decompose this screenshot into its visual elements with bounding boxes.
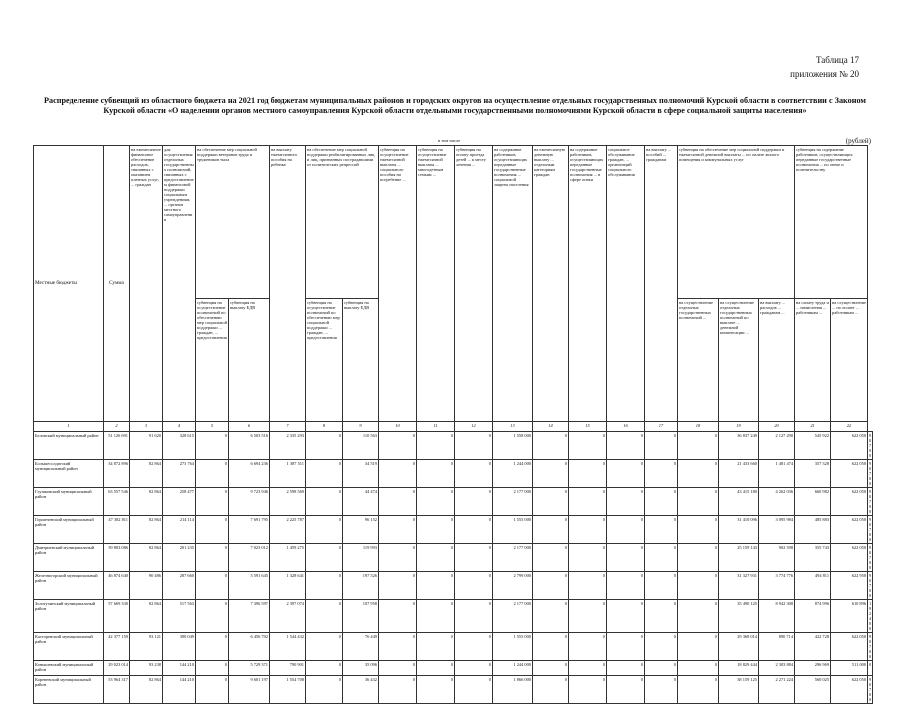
cell-value: 328 615 (163, 432, 196, 460)
cell-value: 790 901 (270, 661, 306, 676)
cell-value: 144 210 (163, 661, 196, 676)
row-name: Глушковский муниципальный район (34, 488, 104, 516)
table-row (34, 676, 873, 704)
cell-value: 36 837 249 (719, 432, 759, 460)
cell-value: 9 723 946 (229, 488, 270, 516)
cell-value: 63 557 546 (104, 488, 130, 516)
cell-value: 90 700 (869, 634, 872, 659)
column-number: 12 (455, 422, 493, 432)
cell-value: 2 177 000 (493, 600, 533, 633)
document-title: Распределение субвенций из областного бюджета на 2021 год бюджетам муниципальных районов и городских округов на осуществление отдельных государственных полномочий Курской области в соответствии с Законом Курской области «О наделении органов местного самоуправления Курской области отдельными государственными полномочиями Курской области в сфере социальной защиты населения» (44, 96, 866, 115)
cell-value: 7 023 012 (229, 544, 270, 572)
cell-value: 0 (607, 572, 645, 600)
cell-value: 1 459 275 (270, 544, 306, 572)
cell-value: 7 396 597 (229, 600, 270, 633)
col-header-6: субвенция на выплату ЕДВ (229, 299, 270, 422)
cell-value: 6 503 516 (229, 432, 270, 460)
cell-value: 622 050 (831, 544, 868, 572)
col-header-4: для осуществления отдельных государственных полномочий, связанных с предоставлением финансовой поддержки социальным учреждениям, ... органов местного самоуправления (163, 146, 196, 422)
column-number: 22 (831, 422, 868, 432)
cell-value: 46 874 640 (104, 572, 130, 600)
cell-value: 0 (645, 676, 678, 704)
cell-value: 0 (306, 661, 343, 676)
cell-value: 0 (607, 676, 645, 704)
cell-value: 82 864 (130, 488, 163, 516)
column-number: 15 (569, 422, 607, 432)
cell-value: 0 (678, 633, 719, 661)
cell-value: 96 152 (343, 516, 379, 544)
cell-value: 0 (678, 516, 719, 544)
subsidy-table (33, 145, 873, 704)
cell-value: 0 (379, 572, 417, 600)
col-header-8-9: на обеспечение мер социальной поддержки реабилитированных лиц и лиц, признанных пострадавшими от политических репрессий (306, 146, 379, 299)
units-label: (рублей) (845, 137, 871, 145)
header-row-main (34, 146, 873, 299)
cell-value: 31 327 931 (719, 572, 759, 600)
col-header-5-6: на обеспечение мер социальной поддержки ветеранов труда и тружеников тыла (196, 146, 270, 299)
cell-value: 0 (196, 488, 229, 516)
cell-value: 0 (417, 600, 455, 633)
cell-value: 1 555 000 (493, 516, 533, 544)
col-header-8: субвенция на осуществление полномочий по обеспечению мер социальной поддержки ... граждан, ... предоставления (306, 299, 343, 422)
cell-value: 0 (455, 572, 493, 600)
cell-value: 0 (417, 633, 455, 661)
col-header-9: субвенция на выплату ЕДВ (343, 299, 379, 422)
cell-value: 0 (569, 661, 607, 676)
cell-value: 2 303 884 (759, 661, 795, 676)
table-row (34, 432, 873, 460)
row-name: Дмитриевский муниципальный район (34, 544, 104, 572)
cell-value: 622 050 (831, 432, 868, 460)
cell-value: 90 700 (869, 461, 872, 486)
cell-value: 355 743 (795, 544, 831, 572)
cell-value: 0 (306, 544, 343, 572)
cell-value: 287 660 (163, 572, 196, 600)
cell-value: 6 694 236 (229, 460, 270, 488)
cell-value: 0 (533, 432, 569, 460)
cell-value: 273 764 (163, 460, 196, 488)
column-number: 10 (379, 422, 417, 432)
cell-value: 390 049 (163, 633, 196, 661)
column-number: 8 (306, 422, 343, 432)
cell-value: 90 700 (869, 433, 872, 458)
cell-value: 5 591 645 (229, 572, 270, 600)
cell-value: 3 095 984 (759, 516, 795, 544)
column-number: 7 (270, 422, 306, 432)
table-label: Таблица 17 (816, 55, 859, 65)
cell-value: 36 432 (343, 676, 379, 704)
cell-value: 25 159 143 (719, 544, 759, 572)
cell-value: 0 (196, 544, 229, 572)
cell-value: 0 (569, 600, 607, 633)
cell-value: 0 (455, 516, 493, 544)
cell-value: 0 (645, 544, 678, 572)
col-header-3: на ежемесячное финансовое обеспечение расходов, связанных с оказанием платных услуг, ... граждан (130, 146, 163, 422)
col-header-7: на выплату ежемесячного пособия на ребенка (270, 146, 306, 422)
cell-value: 0 (678, 544, 719, 572)
cell-value: 0 (645, 460, 678, 488)
col-header-22: на осуществление ... по оплате ... работникам ... (831, 299, 868, 422)
cell-value: 296 969 (795, 661, 831, 676)
cell-value: 0 (533, 633, 569, 661)
cell-value: 0 (569, 572, 607, 600)
cell-value: 0 (306, 633, 343, 661)
cell-value: 0 (569, 676, 607, 704)
cell-value: 0 (455, 661, 493, 676)
cell-value: 0 (607, 432, 645, 460)
cell-value: 90 700 (869, 573, 872, 598)
col-header-21-22: субвенция на содержание работников, осуществляющих переданные государственные полномочия ... по опеке и попечительству (795, 146, 868, 299)
cell-value: 42 377 159 (104, 633, 130, 661)
cell-value: 890 714 (759, 633, 795, 661)
cell-value: 90 700 (869, 545, 872, 570)
cell-value: 874 996 (795, 600, 831, 633)
cell-value: 0 (306, 432, 343, 460)
col-header-sum: Сумма (104, 146, 130, 422)
cell-value: 0 (417, 661, 455, 676)
cell-value: 0 (196, 572, 229, 600)
cell-value: 1 244 000 (493, 460, 533, 488)
cell-value: 0 (379, 432, 417, 460)
cell-value: 82 864 (130, 544, 163, 572)
cell-value: 0 (678, 572, 719, 600)
cell-value: 0 (607, 516, 645, 544)
cell-value: 622 050 (831, 633, 868, 661)
cell-value: 8 942 308 (759, 600, 795, 633)
row-name: Конышевский муниципальный район (34, 661, 104, 676)
cell-value: 3 774 776 (759, 572, 795, 600)
cell-value: 0 (645, 600, 678, 633)
row-name: Касторенский муниципальный район (34, 633, 104, 661)
col-header-10: субвенция на осуществление ежемесячной выплаты ... социального пособия на погребение ... (379, 146, 417, 422)
cell-value: 2 335 293 (270, 432, 306, 460)
cell-value: 90 700 (869, 489, 872, 514)
cell-value: 2 397 074 (270, 600, 306, 633)
cell-value: 0 (379, 661, 417, 676)
cell-value: 0 (645, 432, 678, 460)
cell-value: 622 050 (831, 488, 868, 516)
cell-value: 0 (196, 600, 229, 633)
cell-value: 0 (607, 661, 645, 676)
cell-value: 82 864 (130, 516, 163, 544)
cell-value: 0 (569, 488, 607, 516)
cell-value: 622 950 (831, 572, 868, 600)
cell-value: 0 (306, 572, 343, 600)
cell-value: 2 177 000 (493, 544, 533, 572)
column-number: 20 (759, 422, 795, 432)
cell-value: 31 410 096 (719, 516, 759, 544)
table-row (34, 544, 873, 572)
cell-value: 192 400 (869, 601, 872, 631)
column-number: 3 (130, 422, 163, 432)
cell-value: 0 (379, 676, 417, 704)
cell-value: 4 262 036 (759, 488, 795, 516)
cell-value: 0 (306, 488, 343, 516)
cell-value: 90 486 (130, 572, 163, 600)
cell-value: 93 121 (130, 633, 163, 661)
cell-value: 0 (455, 432, 493, 460)
col-header-20: на выплату ... расходов ... гражданам ... (759, 299, 795, 422)
cell-value: 2 598 569 (270, 488, 306, 516)
cell-value: 0 (645, 572, 678, 600)
including-label: в том числе (438, 138, 461, 143)
cell-value: 0 (417, 488, 455, 516)
cell-value: 0 (645, 488, 678, 516)
cell-value: 0 (569, 544, 607, 572)
cell-value: 0 (417, 676, 455, 704)
cell-value: 0 (417, 572, 455, 600)
cell-value: 0 (533, 600, 569, 633)
column-number: 2 (104, 422, 130, 432)
cell-value: 38 159 125 (719, 676, 759, 704)
appendix-label: приложения № 20 (790, 69, 859, 79)
cell-value: 511 000 (831, 661, 868, 676)
cell-value: 0 (196, 432, 229, 460)
cell-value: 1 328 641 (270, 572, 306, 600)
cell-value: 0 (455, 633, 493, 661)
cell-value: 21 433 660 (719, 460, 759, 488)
row-name: Кореневский муниципальный район (34, 676, 104, 704)
cell-value: 0 (196, 460, 229, 488)
cell-value: 0 (569, 516, 607, 544)
cell-value: 119 993 (343, 544, 379, 572)
cell-value: 622 050 (831, 516, 868, 544)
column-number-row (34, 422, 873, 432)
cell-value: 0 (196, 516, 229, 544)
cell-value: 357 328 (795, 460, 831, 488)
col-header-15: на содержание работников, осуществляющих переданные государственные полномочия ... в сфере опеки (569, 146, 607, 422)
column-number: 9 (343, 422, 379, 432)
cell-value: 53 964 317 (104, 676, 130, 704)
cell-value: 0 (678, 432, 719, 460)
cell-value: 622 050 (831, 460, 868, 488)
column-number: 4 (163, 422, 196, 432)
col-header-21: на оплату труда и ... начисления ... работникам ... (795, 299, 831, 422)
cell-value: 1 387 511 (270, 460, 306, 488)
cell-value: 29 368 014 (719, 633, 759, 661)
cell-value: 35 096 (343, 661, 379, 676)
column-number: 1 (34, 422, 104, 432)
column-number: 19 (719, 422, 759, 432)
cell-value: 29 023 014 (104, 661, 130, 676)
cell-value: 2 271 224 (759, 676, 795, 704)
col-header-13: на содержание работников, осуществляющих переданные государственные полномочия ... социальной защиты населения (493, 146, 533, 422)
cell-value: 34 872 896 (104, 460, 130, 488)
cell-value: 110 563 (343, 432, 379, 460)
cell-value: 82 864 (130, 600, 163, 633)
cell-value: 18 829 444 (719, 661, 759, 676)
cell-value: 107 958 (343, 600, 379, 633)
cell-value: 0 (678, 488, 719, 516)
col-header-name: Местные бюджеты (34, 146, 104, 422)
cell-value: 0 (196, 661, 229, 676)
cell-value: 0 (678, 600, 719, 633)
cell-value: 0 (533, 676, 569, 704)
cell-value: 0 (455, 460, 493, 488)
col-header-17: на выплату ... пособий ... гражданам (645, 146, 678, 422)
cell-value: 0 (569, 460, 607, 488)
cell-value: 197 526 (343, 572, 379, 600)
col-header-18-20: субвенция на обеспечение мер социальной поддержки и ежемесячной денежной выплаты ... по оплате жилого помещения и коммунальных услуг (678, 146, 795, 299)
cell-value: 1 481 474 (759, 460, 795, 488)
row-name: Золотухинский муниципальный район (34, 600, 104, 633)
cell-value: 0 (379, 460, 417, 488)
table-row (34, 572, 873, 600)
cell-value: 0 (306, 600, 343, 633)
cell-value: 201 235 (163, 544, 196, 572)
cell-value: 0 (533, 488, 569, 516)
cell-value: 44 474 (343, 488, 379, 516)
cell-value: 0 (533, 460, 569, 488)
column-number: 16 (607, 422, 645, 432)
cell-value: 0 (306, 460, 343, 488)
cell-value: 2 177 000 (493, 488, 533, 516)
cell-value: 43 415 180 (719, 488, 759, 516)
cell-value: 0 (379, 516, 417, 544)
cell-value: 610 896 (831, 600, 868, 633)
cell-value: 0 (417, 460, 455, 488)
col-header-5: субвенция на осуществление полномочий по обеспечению мер социальной поддержки ... граждан, ... предоставления (196, 299, 229, 422)
cell-value: 214 114 (163, 516, 196, 544)
cell-value: 82 864 (130, 460, 163, 488)
cell-value: 90 700 (869, 517, 872, 542)
column-number: 17 (645, 422, 678, 432)
cell-value: 0 (455, 544, 493, 572)
cell-value: 5 729 371 (229, 661, 270, 676)
cell-value: 1 866 000 (493, 676, 533, 704)
cell-value: 0 (533, 572, 569, 600)
table-row (34, 661, 873, 676)
cell-value: 1 544 432 (270, 633, 306, 661)
row-name: Железногорский муниципальный район (34, 572, 104, 600)
cell-value: 258 477 (163, 488, 196, 516)
cell-value: 422 728 (795, 633, 831, 661)
cell-value: 34 519 (343, 460, 379, 488)
cell-value: 1 558 000 (493, 432, 533, 460)
cell-value: 0 (196, 633, 229, 661)
cell-value: 0 (569, 432, 607, 460)
cell-value: 1 555 000 (493, 633, 533, 661)
cell-value: 0 (607, 488, 645, 516)
cell-value: 0 (607, 544, 645, 572)
col-header-14: на ежемесячную денежную выплату ... отдельным категориям граждан (533, 146, 569, 422)
cell-value: 0 (533, 544, 569, 572)
cell-value: 0 (678, 460, 719, 488)
cell-value: 82 864 (130, 676, 163, 704)
table-body (34, 432, 873, 704)
cell-value: 494 811 (795, 572, 831, 600)
cell-value: 51 126 691 (104, 432, 130, 460)
col-header-11: субвенция на осуществление ежемесячной выплаты ... многодетным семьям ... (417, 146, 455, 422)
cell-value: 1 554 708 (270, 676, 306, 704)
cell-value: 57 669 330 (104, 600, 130, 633)
row-name: Горшеченский муниципальный район (34, 516, 104, 544)
cell-value: 517 563 (163, 600, 196, 633)
cell-value: 0 (379, 488, 417, 516)
cell-value: 0 (607, 633, 645, 661)
table-row (34, 600, 873, 633)
table-row (34, 516, 873, 544)
cell-value: 76 449 (343, 633, 379, 661)
cell-value: 902 398 (759, 544, 795, 572)
cell-value: 0 (306, 676, 343, 704)
col-header-18: на осуществление отдельных государственных полномочий ... (678, 299, 719, 422)
table-row (34, 633, 873, 661)
cell-value: 35 490 125 (719, 600, 759, 633)
cell-value: 0 (607, 460, 645, 488)
cell-value: 0 (306, 516, 343, 544)
cell-value: 0 (379, 633, 417, 661)
table-row (34, 460, 873, 488)
cell-value: 0 (678, 676, 719, 704)
cell-value: 7 691 795 (229, 516, 270, 544)
column-number: 11 (417, 422, 455, 432)
cell-value: 0 (645, 633, 678, 661)
cell-value: 0 (455, 676, 493, 704)
cell-value: 545 922 (795, 432, 831, 460)
cell-value: 0 (455, 488, 493, 516)
cell-value: 0 (533, 661, 569, 676)
row-name: Большесолдатский муниципальный район (34, 460, 104, 488)
cell-value: 485 883 (795, 516, 831, 544)
column-number: 18 (678, 422, 719, 432)
cell-value: 660 982 (795, 488, 831, 516)
cell-value: 90 700 (869, 677, 872, 702)
column-number: 5 (196, 422, 229, 432)
cell-value: 0 (417, 544, 455, 572)
cell-value: 91 620 (130, 432, 163, 460)
column-number: 6 (229, 422, 270, 432)
cell-value: 0 (455, 600, 493, 633)
row-name: Беловский муниципальный район (34, 432, 104, 460)
cell-value: 1 244 000 (493, 661, 533, 676)
cell-value: 0 (645, 661, 678, 676)
cell-value: 0 (379, 544, 417, 572)
cell-value: 0 (868, 661, 873, 676)
cell-value: 0 (196, 676, 229, 704)
column-number: 13 (493, 422, 533, 432)
cell-value: 560 025 (795, 676, 831, 704)
cell-value: 9 601 197 (229, 676, 270, 704)
column-number: 14 (533, 422, 569, 432)
cell-value: 93 238 (130, 661, 163, 676)
cell-value: 0 (417, 516, 455, 544)
table-row (34, 488, 873, 516)
cell-value: 622 050 (831, 676, 868, 704)
cell-value: 0 (645, 516, 678, 544)
cell-value: 2 127 290 (759, 432, 795, 460)
column-number: 21 (795, 422, 831, 432)
cell-value: 0 (533, 516, 569, 544)
cell-value: 144 210 (163, 676, 196, 704)
col-header-16: социальное обслуживание граждан, ... организаций социального обслуживания (607, 146, 645, 422)
cell-value: 0 (379, 600, 417, 633)
col-header-12: субвенция на оплату проезда детей ... к месту лечения ... (455, 146, 493, 422)
col-header-19: на осуществление отдельных государственных полномочий по выплате ... денежной компенсации ... (719, 299, 759, 422)
cell-value: 0 (607, 600, 645, 633)
cell-value: 47 382 811 (104, 516, 130, 544)
cell-value: 6 456 792 (229, 633, 270, 661)
cell-value: 0 (569, 633, 607, 661)
cell-value: 39 803 086 (104, 544, 130, 572)
cell-value: 0 (417, 432, 455, 460)
cell-value: 0 (678, 661, 719, 676)
cell-value: 2 799 000 (493, 572, 533, 600)
cell-value: 2 225 787 (270, 516, 306, 544)
